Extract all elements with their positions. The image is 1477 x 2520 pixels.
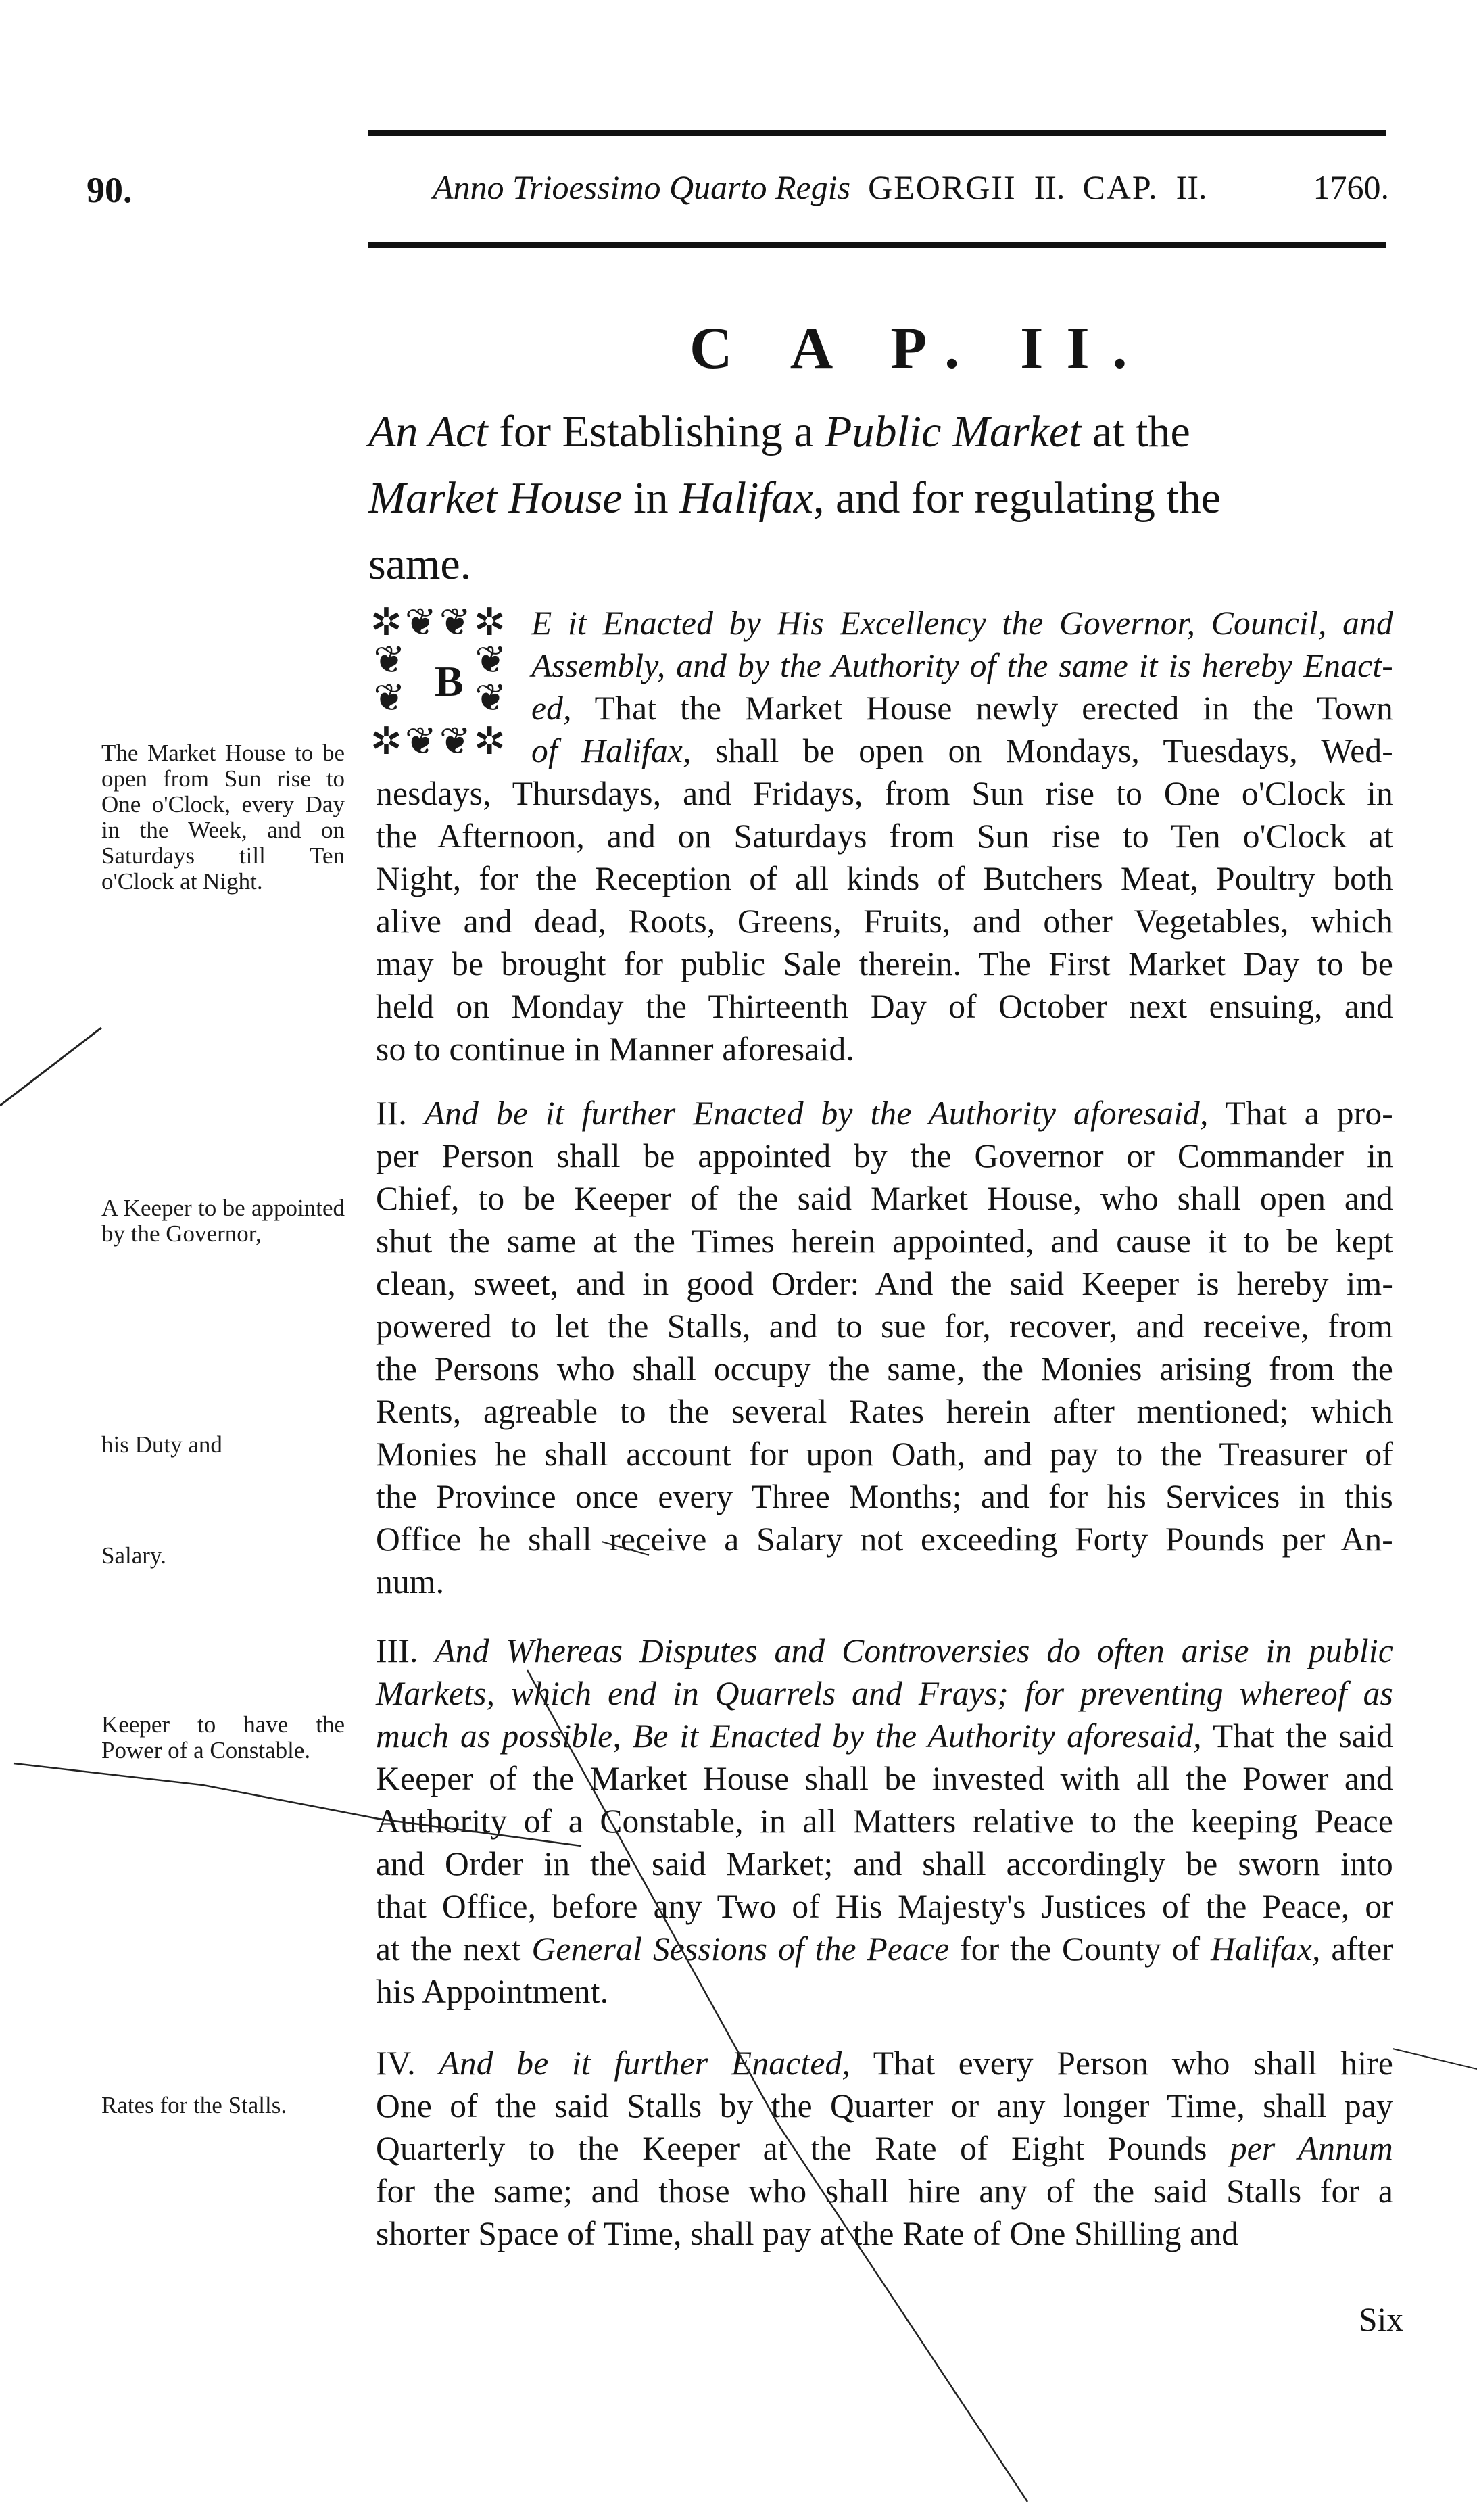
text-line: that Office, before any Two of His Majesty's Justices of the Peace, or [376, 1888, 1393, 1925]
paragraph-1 [376, 602, 1393, 1070]
text-line: shut the same at the Times herein appointed, and cause it to be kept [376, 1222, 1393, 1260]
text-line: per Person shall be appointed by the Governor or Commander in [376, 1137, 1393, 1174]
margin-note: Salary. [101, 1542, 166, 1569]
text-line: alive and dead, Roots, Greens, Fruits, and other Vegetables, which [376, 903, 1393, 940]
text-line: Night, for the Reception of all kinds of Butchers Meat, Poultry both [376, 860, 1393, 897]
text-line: E it Enacted by His Excellency the Governor, Council, and [531, 604, 1393, 642]
chapter-heading: C A P. II. [689, 316, 1151, 381]
scratch-line [1393, 2049, 1477, 2069]
text-line: the Province once every Three Months; and for his Services in this [376, 1478, 1393, 1515]
text-line: clean, sweet, and in good Order: And the said Keeper is hereby im- [376, 1265, 1393, 1302]
running-head [433, 168, 1389, 207]
paragraph-2 [376, 1092, 1393, 1603]
page-number: 90. [87, 170, 132, 210]
drop-cap-letter: B [435, 657, 464, 705]
ornament-side-icon: ❦ ❦ [475, 640, 507, 719]
running-head-cap-number: II. [1176, 168, 1207, 206]
ornament-border-icon: ✲❦❦✲ [370, 721, 508, 763]
margin-note: his Duty and [101, 1431, 222, 1458]
text-line: so to continue in Manner aforesaid. [376, 1030, 855, 1068]
text-line: at the next General Sessions of the Peace for the County of Halifax, after [376, 1930, 1393, 1968]
ornament-side-icon: ❦ ❦ [373, 640, 406, 719]
margin-note: A Keeper to be appointed by the Governor, [101, 1195, 345, 1247]
header-rule-bottom [368, 242, 1386, 248]
text-line: Quarterly to the Keeper at the Rate of Eight Pounds per Annum [376, 2130, 1394, 2167]
text-line: and Order in the said Market; and shall accordingly be sworn into [376, 1845, 1393, 1882]
paragraph-4 [376, 2042, 1393, 2255]
running-head-year: 1760. [1313, 168, 1389, 206]
text-line: shorter Space of Time, shall pay at the Rate of One Shilling and [376, 2215, 1239, 2252]
ornament-border-icon: ✲❦❦✲ [370, 602, 508, 644]
header-rule-top [368, 130, 1386, 136]
text-line: the Afternoon, and on Saturdays from Sun rise to Ten o'Clock at [376, 817, 1393, 855]
text-line: powered to let the Stalls, and to sue for, recover, and receive, from [376, 1308, 1393, 1345]
text-line: nesdays, Thursdays, and Fridays, from Sun rise to One o'Clock in [376, 775, 1393, 812]
text-line: ed, That the Market House newly erected in the Town [531, 690, 1393, 727]
text-line: held on Monday the Thirteenth Day of October next ensuing, and [376, 988, 1393, 1025]
margin-note: The Market House to be open from Sun rise to One o'Clock, every Day in the Week, and on Saturdays till Ten o'Clock at Night. [101, 740, 345, 895]
paragraph-3 [376, 1630, 1393, 2013]
text-line: II. And be it further Enacted by the Authority aforesaid, That a pro- [376, 1095, 1393, 1132]
act-title [368, 399, 1389, 598]
running-head-regnal: Anno Trioessimo Quarto Regis [433, 168, 851, 206]
text-line: of Halifax, shall be open on Mondays, Tuesdays, Wed- [531, 732, 1393, 769]
scratch-line [0, 1028, 101, 1106]
text-line: much as possible, Be it Enacted by the Authority aforesaid, That the said [376, 1717, 1393, 1755]
text-line: III. And Whereas Disputes and Controversies do often arise in public [376, 1632, 1394, 1669]
text-line: for the same; and those who shall hire any of the said Stalls for a [376, 2172, 1393, 2210]
text-line: Monies he shall account for upon Oath, and pay to the Treasurer of [376, 1435, 1393, 1473]
text-line: Authority of a Constable, in all Matters relative to the keeping Peace [376, 1803, 1393, 1840]
text-line: One of the said Stalls by the Quarter or any longer Time, shall pay [376, 2087, 1393, 2124]
text-line: IV. And be it further Enacted, That every Person who shall hire [376, 2045, 1393, 2082]
margin-note: Rates for the Stalls. [101, 2092, 287, 2118]
text-line: Keeper of the Market House shall be invested with all the Power and [376, 1760, 1393, 1797]
catchword: Six [1359, 2301, 1404, 2338]
text-line: Chief, to be Keeper of the said Market House, who shall open and [376, 1180, 1393, 1217]
running-head-king-ordinal: II. [1034, 168, 1065, 206]
text-line: num. [376, 1563, 445, 1600]
margin-note: Keeper to have the Power of a Constable. [101, 1711, 345, 1763]
text-line: may be brought for public Sale therein. The First Market Day to be [376, 945, 1393, 982]
text-line: Markets, which end in Quarrels and Frays; for preventing whereof as [376, 1675, 1393, 1712]
running-head-king: GEORGII [868, 168, 1017, 206]
text-line: his Appointment. [376, 1973, 609, 2010]
text-line: the Persons who shall occupy the same, the Monies arising from the [376, 1350, 1393, 1387]
text-line: Assembly, and by the Authority of the same it is hereby Enact- [531, 647, 1393, 684]
act-title-line: same. [368, 540, 472, 589]
text-line: Rents, agreable to the several Rates herein after mentioned; which [376, 1393, 1393, 1430]
running-head-cap: CAP. [1082, 168, 1159, 206]
act-title-line: Market House in Halifax, and for regulating the [368, 473, 1221, 523]
act-title-line: An Act for Establishing a Public Market at the [368, 407, 1190, 456]
text-line: Office he shall receive a Salary not exceeding Forty Pounds per An- [376, 1521, 1393, 1558]
